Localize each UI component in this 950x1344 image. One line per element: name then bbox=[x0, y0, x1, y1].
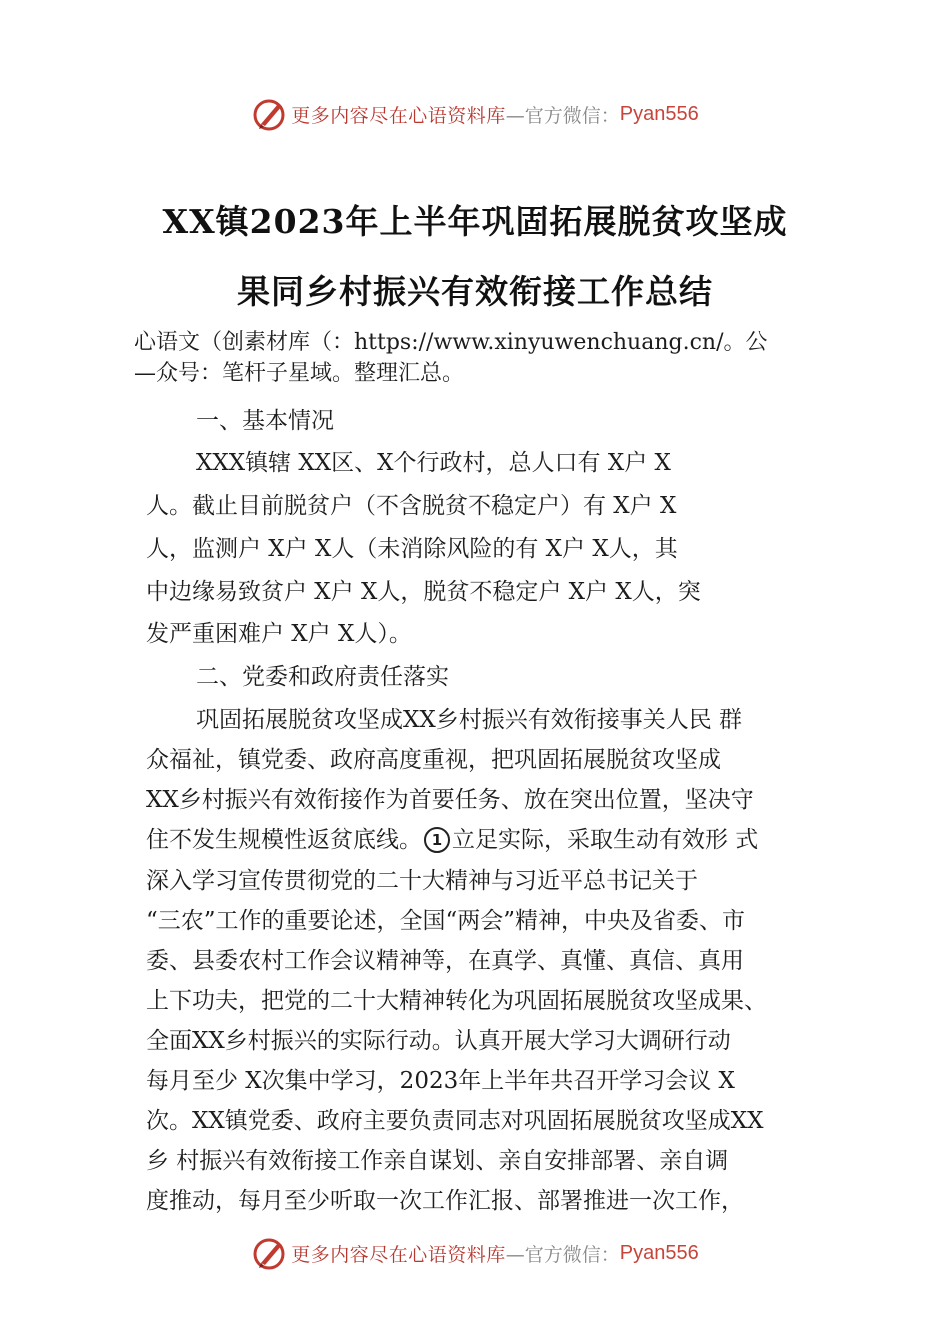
paragraph-line: 众福祉，镇党委、政府高度重视，把巩固拓展脱贫攻坚成 bbox=[146, 747, 721, 773]
pen-logo-icon bbox=[251, 1235, 287, 1271]
banner-dash: —官方微信： bbox=[505, 104, 620, 127]
section-heading-responsibility: 二、党委和政府责任落实 bbox=[196, 664, 449, 690]
banner-dash: —官方微信： bbox=[505, 1243, 620, 1266]
paragraph-line: 人。截止目前脱贫户（不含脱贫不稳定户）有 X户 X bbox=[146, 493, 677, 519]
paragraph-line: “三农”工作的重要论述，全国“两会”精神，中央及省委、市 bbox=[146, 908, 746, 934]
section-heading-basic: 一、基本情况 bbox=[196, 408, 334, 434]
paragraph-line: 深入学习宣传贯彻党的二十大精神与习近平总书记关于 bbox=[146, 868, 698, 894]
circled-number: 1 bbox=[424, 827, 450, 853]
footer-banner bbox=[0, 1233, 950, 1273]
paragraph-line: 度推动，每月至少听取一次工作汇报、部署推进一次工作， bbox=[146, 1188, 744, 1214]
paragraph-line: 乡 村振兴有效衔接工作亲自谋划、亲自安排部署、亲自调 bbox=[146, 1148, 729, 1174]
paragraph-text: 立足实际，采取生动有效形 式 bbox=[452, 827, 759, 853]
paragraph-line: 委、县委农村工作会议精神等，在真学、真懂、真信、真用 bbox=[146, 948, 744, 974]
document-title-line-1: XX镇2023年上半年巩固拓展脱贫攻坚成 bbox=[162, 202, 788, 241]
paragraph-line: 巩固拓展脱贫攻坚成XX乡村振兴有效衔接事关人民 群 bbox=[196, 707, 743, 733]
banner-wechat-id: Pyan556 bbox=[619, 1241, 699, 1264]
source-note-line-1: 心语文（创素材库（：https://www.xinyuwenchuang.cn/。公 bbox=[134, 330, 768, 355]
pen-logo-icon bbox=[251, 96, 287, 132]
paragraph-line: 每月至少 X次集中学习，2023年上半年共召开学习会议 X bbox=[146, 1068, 735, 1094]
banner-text: 更多内容尽在心语资料库 bbox=[291, 1243, 506, 1266]
paragraph-line: 次。XX镇党委、政府主要负责同志对巩固拓展脱贫攻坚成XX bbox=[146, 1108, 764, 1134]
paragraph-text: 住不发生规模性返贫底线。 bbox=[146, 827, 422, 853]
paragraph-line bbox=[146, 825, 826, 855]
paragraph-line: 上下功夫，把党的二十大精神转化为巩固拓展脱贫攻坚成果、 bbox=[146, 988, 767, 1014]
paragraph-line: XX乡村振兴有效衔接作为首要任务、放在突出位置，坚决守 bbox=[146, 787, 754, 813]
paragraph-line: 全面XX乡村振兴的实际行动。认真开展大学习大调研行动 bbox=[146, 1028, 731, 1054]
document-title-line-2: 果同乡村振兴有效衔接工作总结 bbox=[237, 272, 713, 311]
paragraph-line: 人，监测户 X户 X人（未消除风险的有 X户 X人，其 bbox=[146, 536, 678, 562]
banner-text: 更多内容尽在心语资料库 bbox=[291, 104, 506, 127]
paragraph-line: XXX镇辖 XX区、X个行政村，总人口有 X户 X bbox=[196, 450, 671, 476]
source-note-line-2: —众号：笔杆子星域。整理汇总。 bbox=[134, 361, 465, 386]
header-banner bbox=[0, 94, 950, 134]
banner-wechat-id: Pyan556 bbox=[619, 102, 699, 125]
paragraph-line: 中边缘易致贫户 X户 X人，脱贫不稳定户 X户 X人，突 bbox=[146, 579, 701, 605]
paragraph-line: 发严重困难户 X户 X人）。 bbox=[146, 621, 412, 647]
